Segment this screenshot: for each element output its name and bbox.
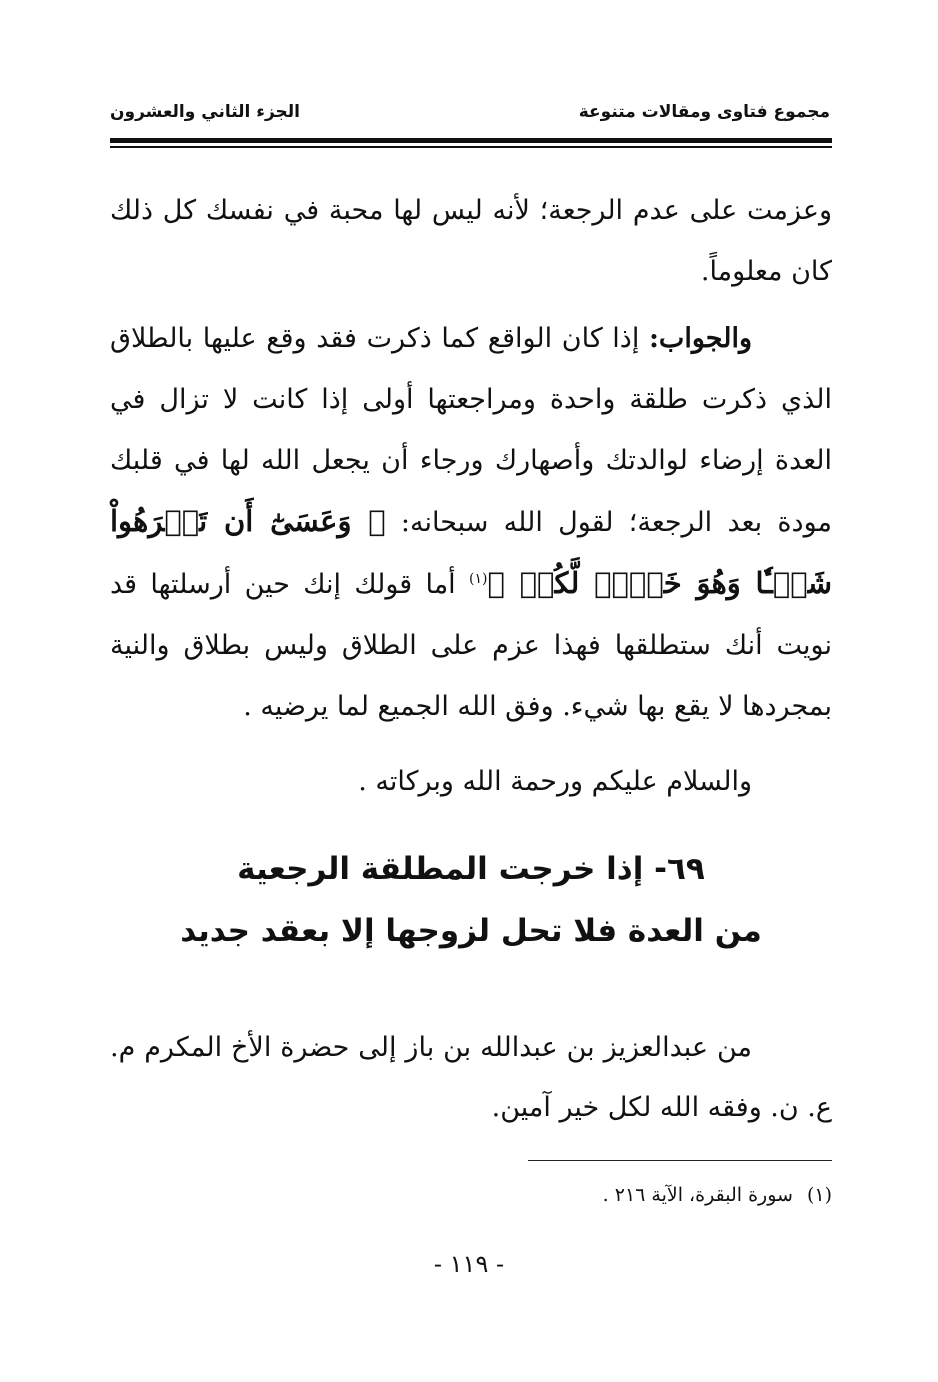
- letter-text: [110, 1018, 832, 1138]
- footnote-rule: [528, 1160, 832, 1161]
- book-title: مجموع فتاوى ومقالات متنوعة: [578, 102, 830, 122]
- answer-text-2: أما قولك إنك حين أرسلتها قد نويت أنك ستطلقها فهذا عزم على الطلاق وليس بطلاق والنية بمجردها لا يقع بها شيء. وفق الله الجميع لما يرضيه .: [110, 569, 832, 722]
- paragraph-1: وعزمت على عدم الرجعة؛ لأنه ليس لها محبة في نفسك كل ذلك كان معلوماً.: [110, 195, 832, 287]
- running-header: [110, 98, 830, 132]
- footnote-text: سورة البقرة، الآية ٢١٦ .: [602, 1184, 793, 1206]
- answer-text-1: إذا كان الواقع كما ذكرت فقد وقع عليها بالطلاق الذي ذكرت طلقة واحدة ومراجعتها أولى إذا كانت لا تزال في العدة إرضاء لوالدتك وأصهارك ورجاء أن يجعل الله لها في قلبك مودة بعد الرجعة؛ لقول الله سبحانه:: [110, 323, 832, 538]
- letter-paragraph: من عبدالعزيز بن عبدالله بن باز إلى حضرة الأخ المكرم م. ع. ن. وفقه الله لكل خير آمين.: [110, 1032, 832, 1123]
- section-title: [110, 838, 832, 962]
- answer-paragraph: [110, 308, 832, 737]
- header-rule-thick: [110, 138, 832, 143]
- section-title-line-2: من العدة فلا تحل لزوجها إلا بعقد جديد: [180, 913, 762, 949]
- volume-label: الجزء الثاني والعشرون: [110, 102, 301, 122]
- quran-verse: ﴿ وَعَسَىٰٓ أَن تَكۡرَهُواْ شَيۡـٔٗا وَهُوَ خَيۡرٞ لَّكُمۡ ﴾: [110, 504, 832, 600]
- footnote-number: (١): [806, 1184, 832, 1206]
- closing-salutation: والسلام عليكم ورحمة الله وبركاته .: [358, 766, 752, 797]
- answer-label: والجواب:: [648, 323, 752, 354]
- main-text: [110, 180, 832, 812]
- header-rule-thin: [110, 146, 832, 148]
- footnote-reference[interactable]: (١): [468, 571, 488, 587]
- page-number: - ١١٩ -: [433, 1250, 505, 1278]
- section-title-line-1: ٦٩- إذا خرجت المطلقة الرجعية: [237, 851, 705, 887]
- footnote: [110, 1180, 832, 1210]
